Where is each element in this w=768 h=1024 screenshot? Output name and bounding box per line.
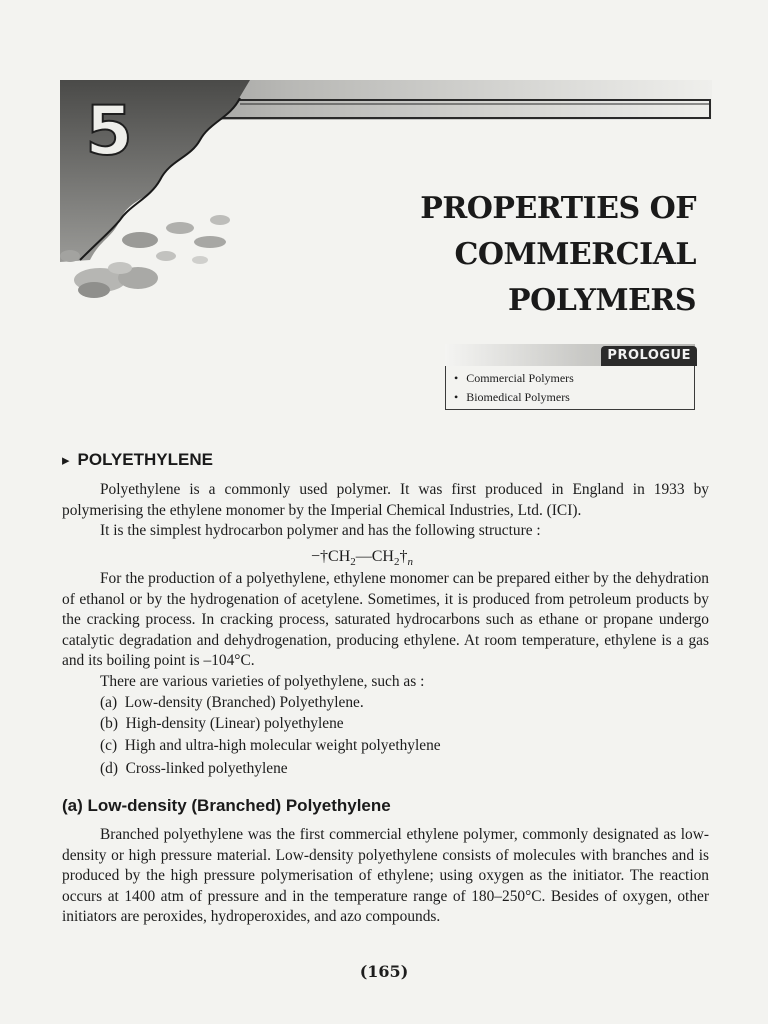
paragraph: Branched polyethylene was the first commercial ethylene polymer, commonly designated as low-density or high pressure material. Low-density polyethylene consists of molecules with branches and is produced by the high pressure polymerisation of ethylene; using oxygen as the initiator. The reaction occurs at 1400 atm of pressure and in the temperature range of 180–250°C. Besides of oxygen, other initiators are peroxides, hydroperoxides, and azo compounds. bbox=[62, 826, 709, 925]
formula-sub: 2 bbox=[393, 556, 400, 569]
page-number: (165) bbox=[359, 962, 409, 981]
section-heading-text: POLYETHYLENE bbox=[77, 450, 213, 469]
section-heading-low-density: (a) Low-density (Branched) Polyethylene bbox=[62, 796, 391, 815]
formula-close: † bbox=[399, 548, 408, 565]
list-item: (d) Cross-linked polyethylene bbox=[100, 760, 288, 777]
paragraph: Polyethylene is a commonly used polymer. It was first produced in England in 1933 by polymerising the ethylene monomer by the Imperial Chemical Industries, Ltd. (ICI). bbox=[62, 481, 709, 519]
prologue-box bbox=[445, 344, 697, 410]
paragraph: There are various varieties of polyethylene, such as : bbox=[100, 673, 425, 690]
section-heading-polyethylene bbox=[62, 450, 213, 470]
list-item: (c) High and ultra-high molecular weight polyethylene bbox=[100, 737, 441, 754]
chapter-number: 5 bbox=[85, 92, 133, 171]
prologue-item: • Commercial Polymers bbox=[454, 369, 694, 388]
list-item: (b) High-density (Linear) polyethylene bbox=[100, 715, 344, 732]
chapter-title bbox=[250, 186, 696, 324]
formula-open: −†CH bbox=[311, 548, 351, 565]
chapter-title-line2: POLYMERS bbox=[508, 283, 696, 318]
list-item: (a) Low-density (Branched) Polyethylene. bbox=[100, 694, 364, 711]
prologue-label: PROLOGUE bbox=[601, 346, 697, 366]
formula-mid: —CH bbox=[355, 548, 394, 565]
section-marker-icon: ▸ bbox=[62, 452, 70, 469]
chapter-title-line1: PROPERTIES OF COMMERCIAL bbox=[420, 191, 696, 272]
paragraph: It is the simplest hydrocarbon polymer and has the following structure : bbox=[100, 522, 541, 539]
formula-n: n bbox=[407, 556, 413, 569]
formula-sub: 2 bbox=[350, 556, 356, 569]
prologue-item: • Biomedical Polymers bbox=[454, 388, 694, 407]
prologue-list bbox=[445, 366, 695, 410]
paragraph: For the production of a polyethylene, ethylene monomer can be prepared either by the dehydration of ethanol or by the hydrogenation of acetylene. Sometimes, it is produced from petroleum products by the cracking process. In cracking process, saturated hydrocarbons such as ethane or propane undergo catalytic degradation and dehydrogenation, producing ethylene. At room temperature, ethylene is a gas and its boiling point is –104°C. bbox=[62, 570, 709, 669]
